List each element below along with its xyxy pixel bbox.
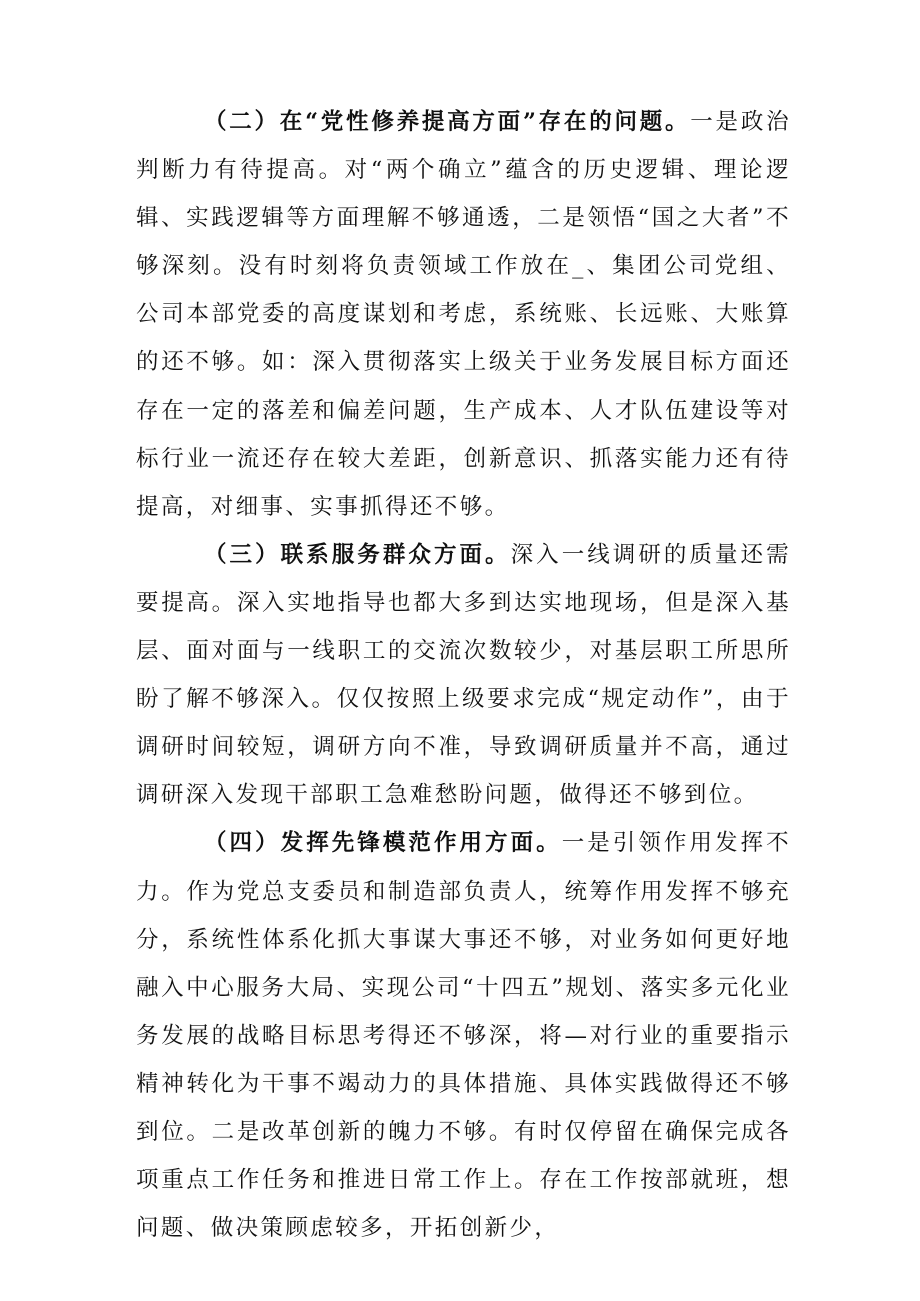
paragraph-heading: （四）发挥先锋模范作用方面。	[204, 830, 562, 857]
paragraph-party-spirit	[136, 98, 791, 531]
paragraph-serving-masses	[136, 531, 791, 820]
paragraph-heading: （三）联系服务群众方面。	[204, 541, 511, 568]
document-page	[136, 98, 791, 1252]
paragraph-body: 一是政治判断力有待提高。对“两个确立”蕴含的历史逻辑、理论逻辑、实践逻辑等方面理解不够通透，二是领悟“国之大者”不够深刻。没有时刻将负责领域工作放在_、集团公司党组、公司本部党委的高度谋划和考虑，系统账、长远账、大账算的还不够。如：深入贯彻落实上级关于业务发展目标方面还存在一定的落差和偏差问题，生产成本、人才队伍建设等对标行业一流还存在较大差距，创新意识、抓落实能力还有待提高，对细事、实事抓得还不够。	[136, 109, 791, 520]
paragraph-pioneer-role	[136, 819, 791, 1252]
paragraph-body: 深入一线调研的质量还需要提高。深入实地指导也都大多到达实地现场，但是深入基层、面对面与一线职工的交流次数较少，对基层职工所思所盼了解不够深入。仅仅按照上级要求完成“规定动作”，由于调研时间较短，调研方向不准，导致调研质量并不高，通过调研深入发现干部职工急难愁盼问题，做得还不够到位。	[136, 541, 791, 809]
paragraph-body: 一是引领作用发挥不力。作为党总支委员和制造部负责人，统筹作用发挥不够充分，系统性体系化抓大事谋大事还不够，对业务如何更好地融入中心服务大局、实现公司“十四五”规划、落实多元化业务发展的战略目标思考得还不够深，将—对行业的重要指示精神转化为干事不竭动力的具体措施、具体实践做得还不够到位。二是改革创新的魄力不够。有时仅停留在确保完成各项重点工作任务和推进日常工作上。存在工作按部就班，想问题、做决策顾虑较多，开拓创新少，	[136, 830, 791, 1242]
paragraph-heading: （二）在“党性修养提高方面”存在的问题。	[204, 109, 691, 135]
